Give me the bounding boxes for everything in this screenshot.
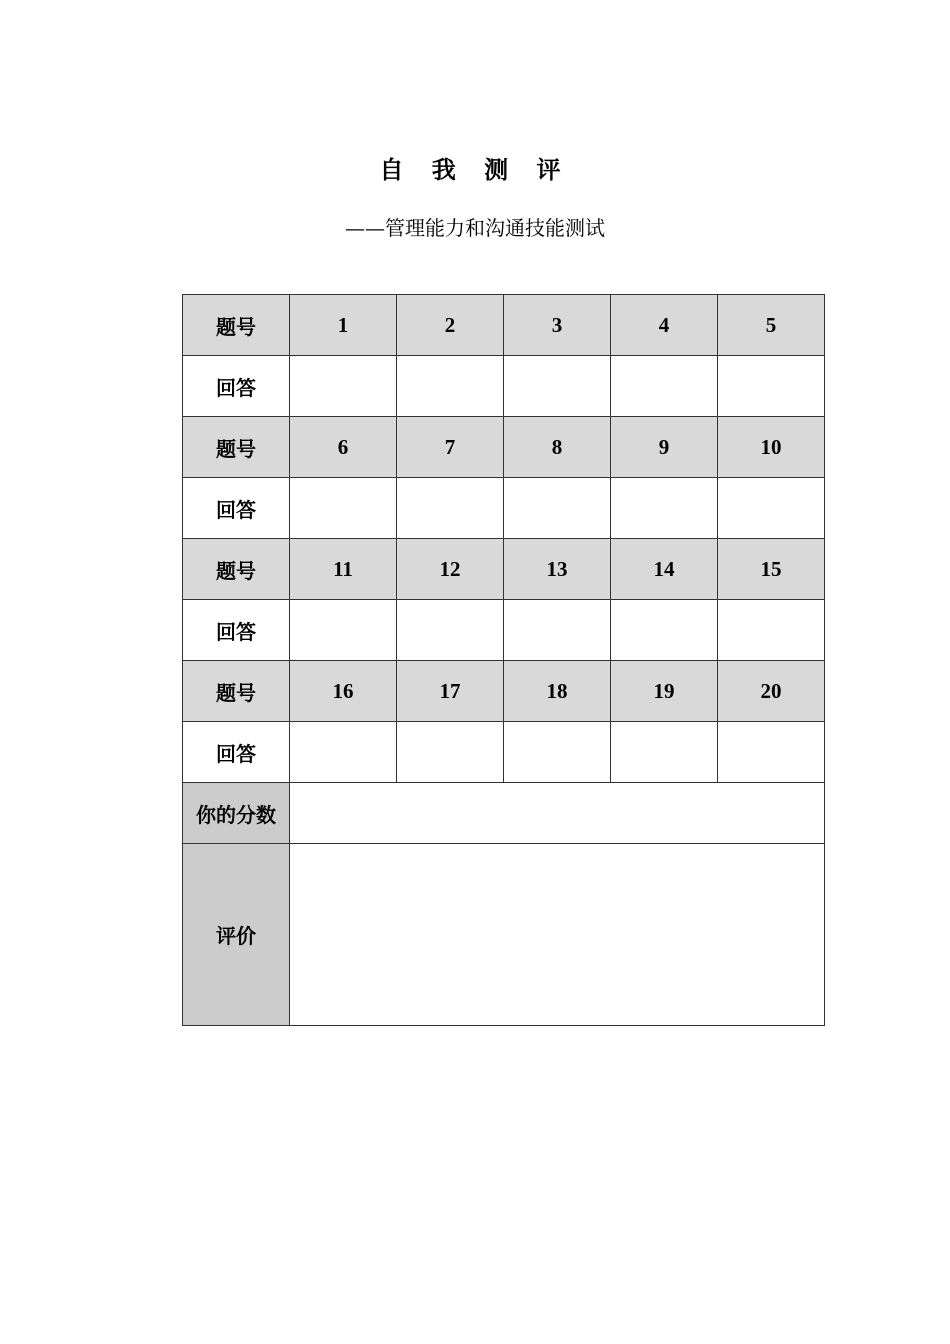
question-number: 9 [611, 417, 718, 478]
score-cell[interactable] [290, 783, 825, 844]
answer-row-1 [183, 356, 825, 417]
question-number: 4 [611, 295, 718, 356]
answer-cell[interactable] [611, 356, 718, 417]
question-number: 12 [397, 539, 504, 600]
question-number: 18 [504, 661, 611, 722]
answer-cell[interactable] [718, 356, 825, 417]
question-number: 3 [504, 295, 611, 356]
answer-cell[interactable] [397, 600, 504, 661]
question-number: 7 [397, 417, 504, 478]
answer-cell[interactable] [290, 600, 397, 661]
question-number: 19 [611, 661, 718, 722]
question-number: 15 [718, 539, 825, 600]
page-title: 自 我 测 评 [379, 155, 571, 184]
answer-cell[interactable] [504, 600, 611, 661]
score-label: 你的分数 [183, 783, 290, 844]
answer-cell[interactable] [397, 722, 504, 783]
answer-label: 回答 [183, 356, 290, 417]
evaluation-row [183, 844, 825, 1026]
question-number: 13 [504, 539, 611, 600]
question-row-2 [183, 417, 825, 478]
question-row-4 [183, 661, 825, 722]
answer-cell[interactable] [718, 722, 825, 783]
question-number: 20 [718, 661, 825, 722]
self-assessment-table [182, 294, 825, 1026]
question-row-3 [183, 539, 825, 600]
answer-cell[interactable] [290, 356, 397, 417]
question-label: 题号 [183, 417, 290, 478]
answer-cell[interactable] [290, 478, 397, 539]
answer-cell[interactable] [718, 600, 825, 661]
page-subtitle: ——管理能力和沟通技能测试 [345, 216, 605, 240]
question-label: 题号 [183, 539, 290, 600]
answer-cell[interactable] [397, 356, 504, 417]
question-number: 16 [290, 661, 397, 722]
answer-cell[interactable] [718, 478, 825, 539]
answer-label: 回答 [183, 600, 290, 661]
question-number: 6 [290, 417, 397, 478]
answer-row-2 [183, 478, 825, 539]
answer-cell[interactable] [611, 478, 718, 539]
answer-row-3 [183, 600, 825, 661]
question-number: 1 [290, 295, 397, 356]
answer-cell[interactable] [611, 722, 718, 783]
question-number: 10 [718, 417, 825, 478]
answer-label: 回答 [183, 722, 290, 783]
answer-cell[interactable] [504, 478, 611, 539]
question-number: 5 [718, 295, 825, 356]
score-row [183, 783, 825, 844]
question-row-1 [183, 295, 825, 356]
evaluation-label: 评价 [183, 844, 290, 1026]
answer-label: 回答 [183, 478, 290, 539]
answer-cell[interactable] [611, 600, 718, 661]
question-label: 题号 [183, 295, 290, 356]
question-number: 8 [504, 417, 611, 478]
answer-cell[interactable] [397, 478, 504, 539]
question-number: 17 [397, 661, 504, 722]
answer-row-4 [183, 722, 825, 783]
question-number: 2 [397, 295, 504, 356]
question-number: 14 [611, 539, 718, 600]
answer-cell[interactable] [504, 356, 611, 417]
answer-cell[interactable] [504, 722, 611, 783]
question-number: 11 [290, 539, 397, 600]
answer-cell[interactable] [290, 722, 397, 783]
question-label: 题号 [183, 661, 290, 722]
evaluation-cell[interactable] [290, 844, 825, 1026]
